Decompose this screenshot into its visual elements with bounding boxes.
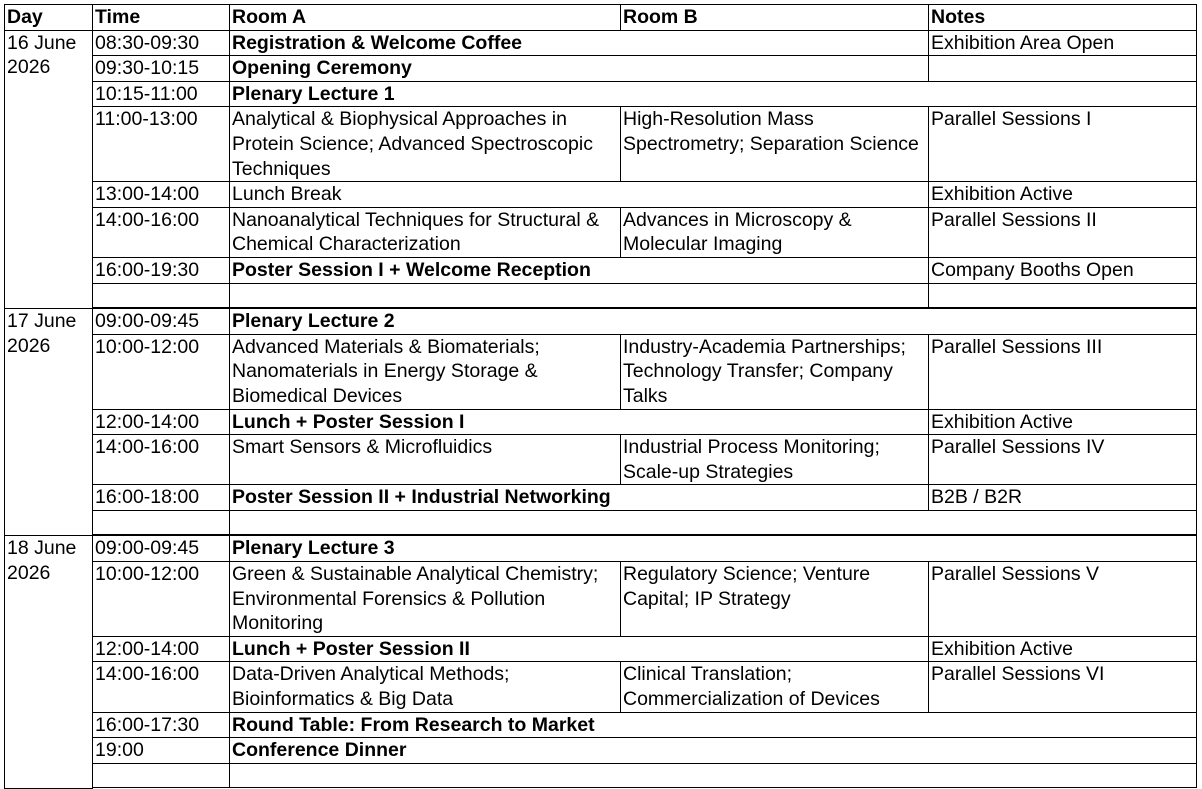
session-cell: Lunch Break: [230, 182, 929, 208]
session-cell: Plenary Lecture 1: [230, 81, 1197, 107]
notes-cell: Parallel Sessions III: [929, 334, 1197, 409]
day-label: 17 June 2026: [5, 309, 93, 536]
time-cell: 09:00-09:45: [93, 536, 230, 562]
table-row: [5, 30, 1197, 56]
room-a-cell: Analytical & Biophysical Approaches in Protein Science; Advanced Spectroscopic Techniques: [230, 107, 621, 182]
time-cell: 13:00-14:00: [93, 182, 230, 208]
table-row: [5, 562, 1197, 637]
table-row: [5, 309, 1197, 335]
session-cell: Poster Session I + Welcome Reception: [230, 257, 929, 283]
header-row: [5, 5, 1197, 31]
time-cell: 14:00-16:00: [93, 207, 230, 257]
table-row: [5, 107, 1197, 182]
room-a-cell: Data-Driven Analytical Methods; Bioinformatics & Big Data: [230, 662, 621, 712]
table-row: [5, 56, 1197, 82]
notes-cell: Parallel Sessions V: [929, 562, 1197, 637]
notes-cell: B2B / B2R: [929, 485, 1197, 511]
room-a-cell: Nanoanalytical Techniques for Structural & Chemical Characterization: [230, 207, 621, 257]
notes-cell: Parallel Sessions I: [929, 107, 1197, 182]
time-cell: 19:00: [93, 738, 230, 764]
notes-cell: Exhibition Active: [929, 636, 1197, 662]
time-cell: 12:00-14:00: [93, 636, 230, 662]
room-b-cell: Industry-Academia Partnerships; Technology Transfer; Company Talks: [621, 334, 929, 409]
table-row: [5, 435, 1197, 485]
table-row: [5, 536, 1197, 562]
room-b-cell: Clinical Translation; Commercialization of Devices: [621, 662, 929, 712]
table-row: [5, 636, 1197, 662]
time-cell: 12:00-14:00: [93, 409, 230, 435]
header-notes: Notes: [929, 5, 1197, 31]
notes-cell: Exhibition Active: [929, 182, 1197, 208]
time-cell: 14:00-16:00: [93, 662, 230, 712]
table-row: [5, 334, 1197, 409]
empty-cell: [929, 283, 1197, 308]
spacer-row: [5, 763, 1197, 788]
room-b-cell: High-Resolution Mass Spectrometry; Separation Science: [621, 107, 929, 182]
table-row: [5, 257, 1197, 283]
notes-cell: Parallel Sessions VI: [929, 662, 1197, 712]
room-b-cell: Advances in Microscopy & Molecular Imaging: [621, 207, 929, 257]
session-cell: Plenary Lecture 2: [230, 309, 1197, 335]
table-row: [5, 182, 1197, 208]
session-cell: Lunch + Poster Session I: [230, 409, 929, 435]
table-row: [5, 662, 1197, 712]
time-cell: 11:00-13:00: [93, 107, 230, 182]
notes-cell: [929, 56, 1197, 82]
time-cell: 08:30-09:30: [93, 30, 230, 56]
room-b-cell: Industrial Process Monitoring; Scale-up Strategies: [621, 435, 929, 485]
empty-cell: [93, 510, 230, 535]
table-row: [5, 485, 1197, 511]
table-row: [5, 712, 1197, 738]
empty-cell: [230, 510, 1197, 535]
header-time: Time: [93, 5, 230, 31]
day-label: 16 June 2026: [5, 30, 93, 309]
table-row: [5, 207, 1197, 257]
session-cell: Conference Dinner: [230, 738, 1197, 764]
header-room-b: Room B: [621, 5, 929, 31]
session-cell: Round Table: From Research to Market: [230, 712, 1197, 738]
table-row: [5, 409, 1197, 435]
empty-cell: [93, 763, 230, 788]
time-cell: 14:00-16:00: [93, 435, 230, 485]
empty-cell: [230, 763, 1197, 788]
session-cell: Registration & Welcome Coffee: [230, 30, 929, 56]
room-a-cell: Green & Sustainable Analytical Chemistry; Environmental Forensics & Pollution Monitoring: [230, 562, 621, 637]
time-cell: 16:00-17:30: [93, 712, 230, 738]
session-cell: Opening Ceremony: [230, 56, 929, 82]
notes-cell: Company Booths Open: [929, 257, 1197, 283]
conference-schedule-table: [4, 4, 1197, 789]
spacer-row: [5, 510, 1197, 535]
notes-cell: Parallel Sessions II: [929, 207, 1197, 257]
room-a-cell: Advanced Materials & Biomaterials; Nanomaterials in Energy Storage & Biomedical Devices: [230, 334, 621, 409]
session-cell: Poster Session II + Industrial Networking: [230, 485, 929, 511]
room-b-cell: Regulatory Science; Venture Capital; IP Strategy: [621, 562, 929, 637]
notes-cell: Parallel Sessions IV: [929, 435, 1197, 485]
time-cell: 09:30-10:15: [93, 56, 230, 82]
time-cell: 16:00-18:00: [93, 485, 230, 511]
time-cell: 09:00-09:45: [93, 309, 230, 335]
table-row: [5, 81, 1197, 107]
time-cell: 16:00-19:30: [93, 257, 230, 283]
table-row: [5, 738, 1197, 764]
time-cell: 10:15-11:00: [93, 81, 230, 107]
notes-cell: Exhibition Active: [929, 409, 1197, 435]
notes-cell: Exhibition Area Open: [929, 30, 1197, 56]
filler-row: [5, 788, 1197, 789]
time-cell: 10:00-12:00: [93, 334, 230, 409]
spacer-row: [5, 283, 1197, 308]
time-cell: 10:00-12:00: [93, 562, 230, 637]
header-room-a: Room A: [230, 5, 621, 31]
header-day: Day: [5, 5, 93, 31]
session-cell: Lunch + Poster Session II: [230, 636, 929, 662]
day-label: 18 June 2026: [5, 536, 93, 788]
empty-cell: [230, 283, 929, 308]
empty-cell: [93, 283, 230, 308]
session-cell: Plenary Lecture 3: [230, 536, 1197, 562]
room-a-cell: Smart Sensors & Microfluidics: [230, 435, 621, 485]
